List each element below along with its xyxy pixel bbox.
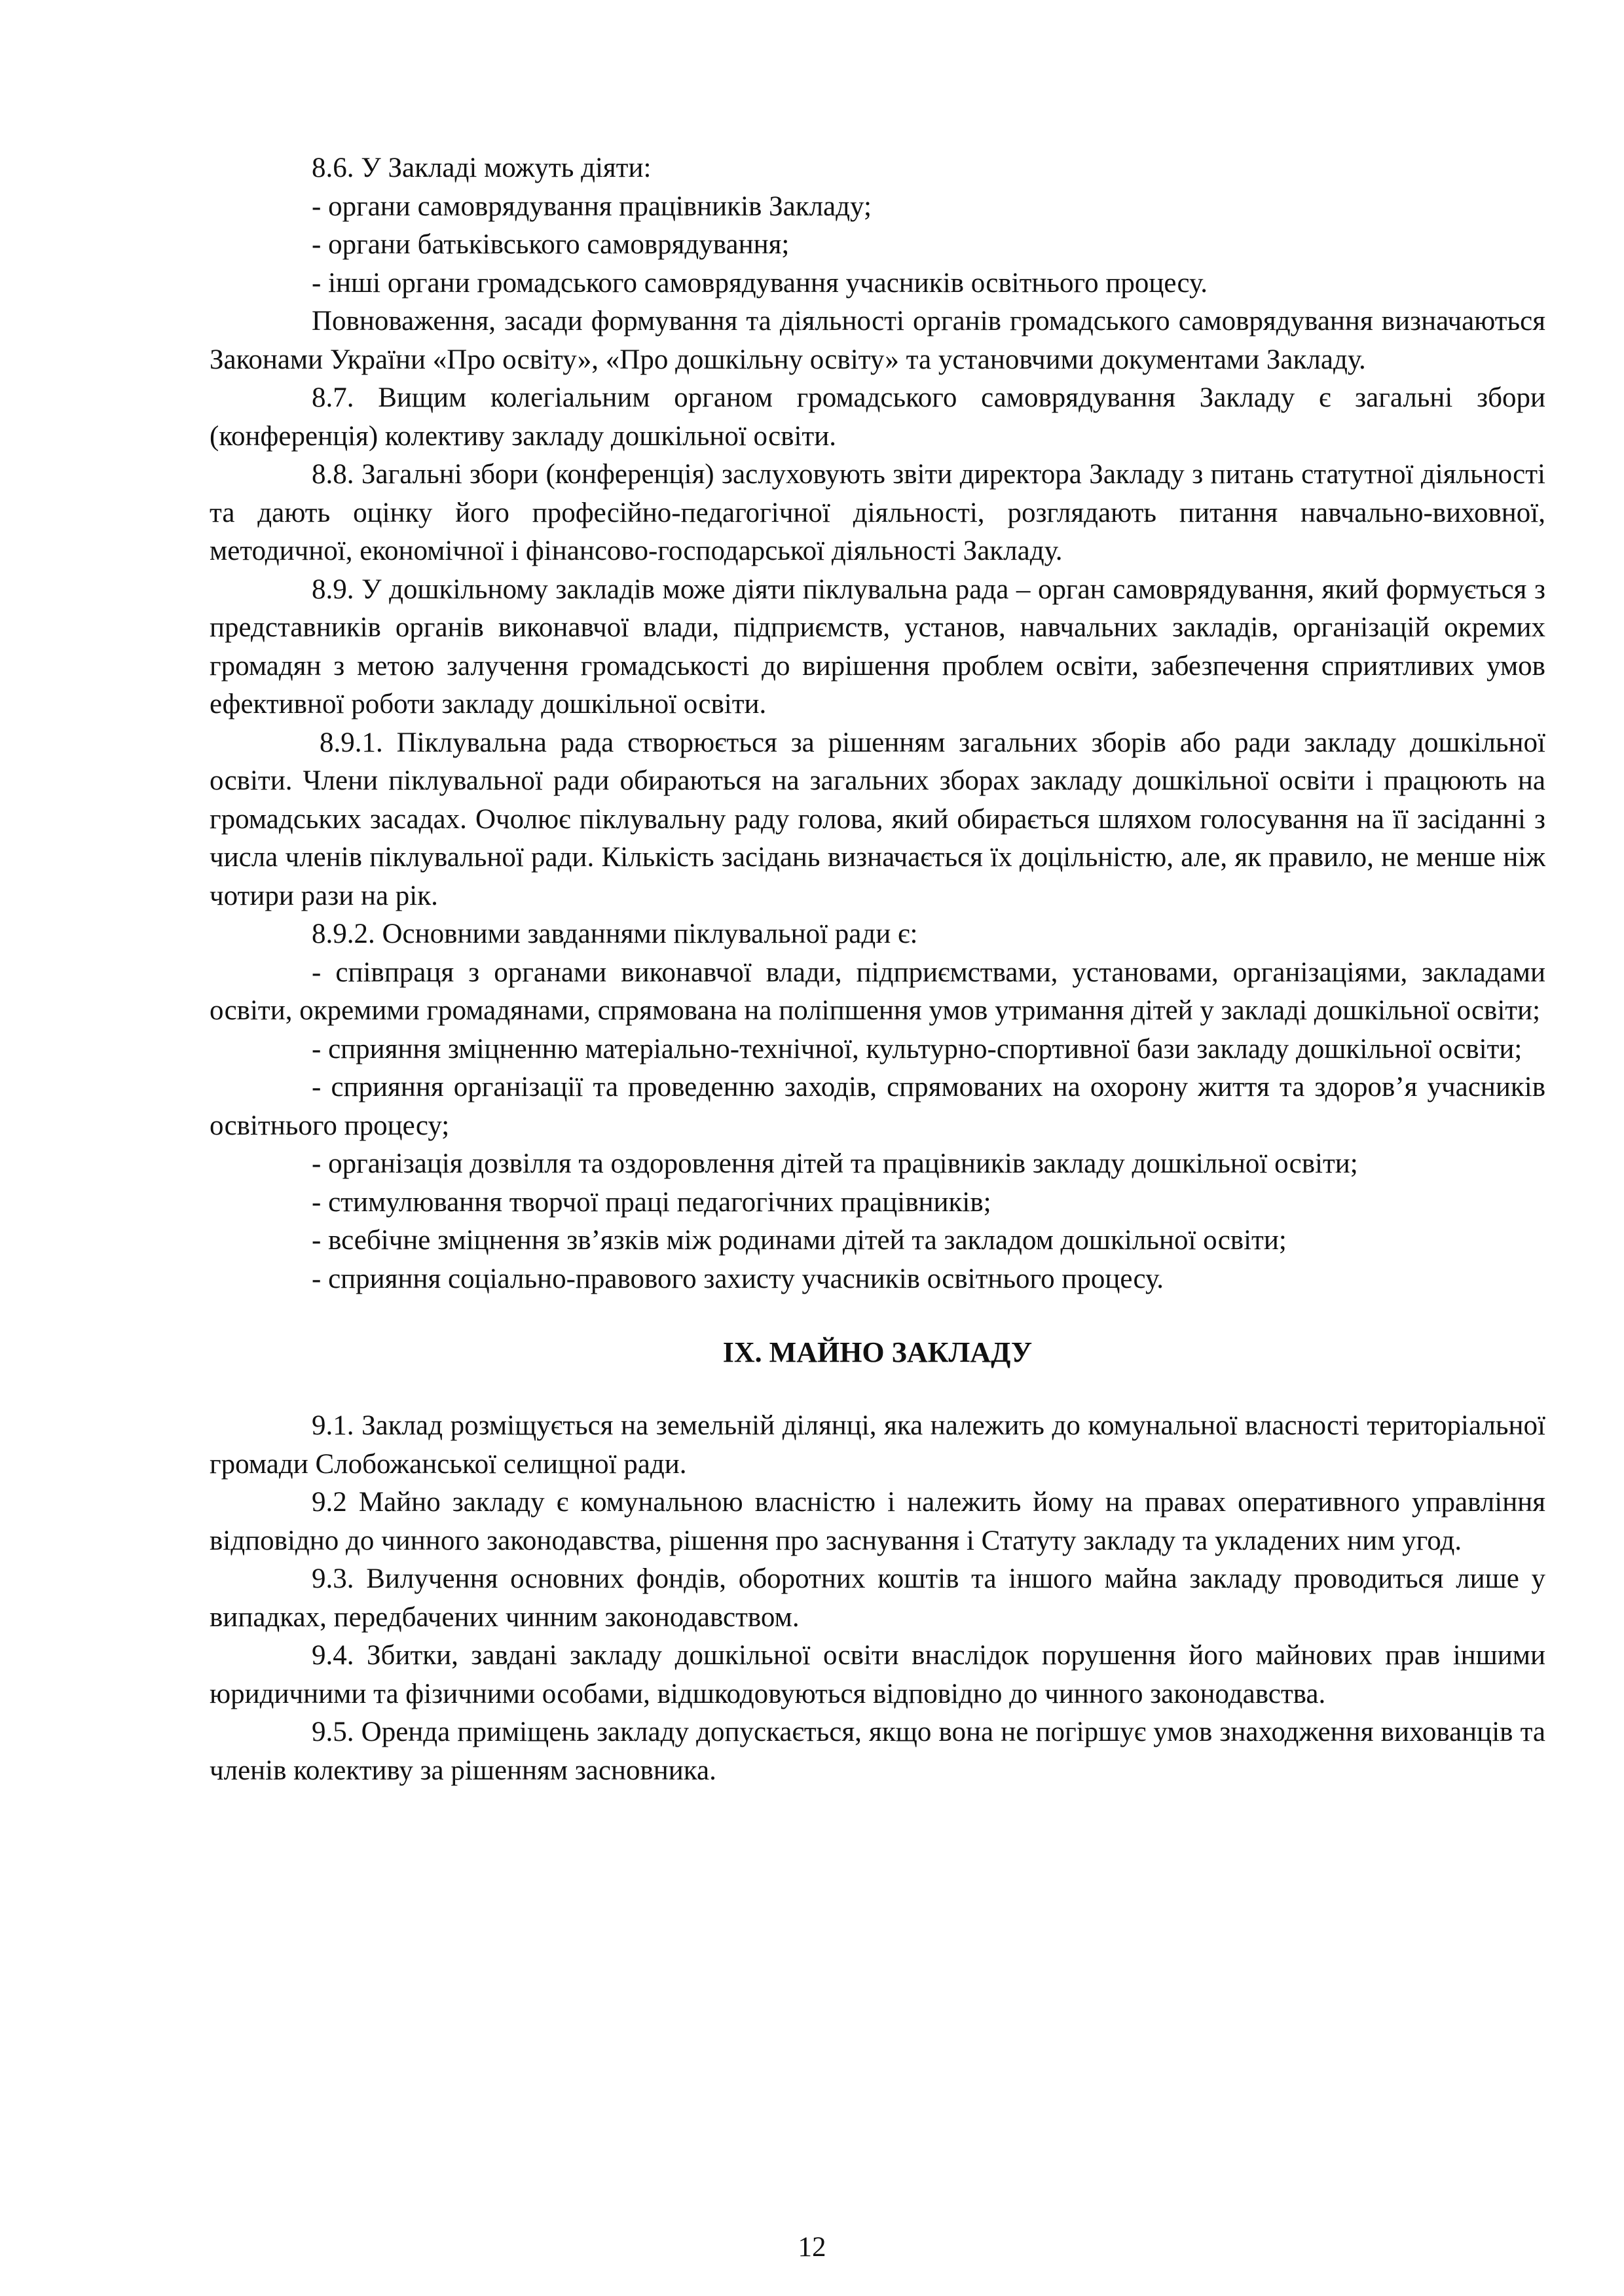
- page-number: 12: [798, 2232, 826, 2263]
- paragraph-8-7: 8.7. Вищим колегіальним органом громадського самоврядування Закладу є загальні збори (конференція) колективу закладу дошкільної освіти.: [210, 382, 1545, 452]
- paragraph-9-4: 9.4. Збитки, завдані закладу дошкільної освіти внаслідок порушення його майнових прав іншими юридичними та фізичними особами, відшкодовуються відповідно до чинного законодавства.: [210, 1640, 1545, 1709]
- document-page: [210, 149, 1545, 1790]
- paragraph-8-8: 8.8. Загальні збори (конференція) заслуховують звіти директора Закладу з питань статутної діяльності та дають оцінку його професійно-педагогічної діяльності, розглядають питання навчально-виховної, методичної, економічної і фінансово-господарської діяльності Закладу.: [210, 459, 1545, 566]
- paragraph-8-9: 8.9. У дошкільному закладів може діяти піклувальна рада – орган самоврядування, який формується з представників органів виконавчої влади, підприємств, установ, навчальних закладів, організацій окремих громадян з метою залучення громадськості до вирішення проблем освіти, забезпечення сприятливих умов ефективної роботи закладу дошкільної освіти.: [210, 574, 1545, 720]
- paragraph-9-5: 9.5. Оренда приміщень закладу допускається, якщо вона не погіршує умов знаходження вихованців та членів колективу за рішенням засновника.: [210, 1717, 1545, 1786]
- list-item: - органи батьківського самоврядування;: [312, 229, 790, 260]
- list-item: - всебічне зміцнення зв’язків між родинами дітей та закладом дошкільної освіти;: [312, 1225, 1287, 1256]
- list-item: - органи самоврядування працівників Закладу;: [312, 191, 872, 222]
- paragraph-9-2: 9.2 Майно закладу є комунальною власністю і належить йому на правах оперативного управління відповідно до чинного законодавства, рішення про заснування і Статуту закладу та укладених ним угод.: [210, 1487, 1545, 1556]
- paragraph-8-6-powers: Повноваження, засади формування та діяльності органів громадського самоврядування визначаються Законами України «Про освіту», «Про дошкільну освіту» та установчими документами Закладу.: [210, 306, 1545, 375]
- list-item: - сприяння організації та проведенню заходів, спрямованих на охорону життя та здоров’я учасників освітнього процесу;: [210, 1072, 1545, 1141]
- list-item: - співпраця з органами виконавчої влади, підприємствами, установами, організаціями, закладами освіти, окремими громадянами, спрямована на поліпшення умов утримання дітей у закладі дошкільної освіти;: [210, 957, 1545, 1026]
- paragraph-8-9-1: 8.9.1. Піклувальна рада створюється за рішенням загальних зборів або ради закладу дошкільної освіти. Члени піклувальної ради обираються на загальних зборах закладу дошкільної освіти і працюють на громадських засадах. Очолює піклувальну раду голова, який обирається шляхом голосування на її засіданні з числа членів піклувальної ради. Кількість засідань визначається їх доцільністю, але, як правило, не менше ніж чотири рази на рік.: [210, 727, 1545, 911]
- section-heading: IX. МАЙНО ЗАКЛАДУ: [722, 1336, 1033, 1368]
- list-item: - організація дозвілля та оздоровлення дітей та працівників закладу дошкільної освіти;: [312, 1148, 1358, 1179]
- list-item: - стимулювання творчої праці педагогічних працівників;: [312, 1186, 991, 1218]
- paragraph-8-9-2: 8.9.2. Основними завданнями піклувальної ради є:: [312, 919, 918, 949]
- list-item: - інші органи громадського самоврядування учасників освітнього процесу.: [312, 267, 1208, 299]
- paragraph-9-1: 9.1. Заклад розміщується на земельній ділянці, яка належить до комунальної власності територіальної громади Слобожанської селищної ради.: [210, 1410, 1545, 1480]
- list-item: - сприяння зміцненню матеріально-технічної, культурно-спортивної бази закладу дошкільної освіти;: [312, 1033, 1522, 1065]
- paragraph-9-3: 9.3. Вилучення основних фондів, оборотних коштів та іншого майна закладу проводиться лише у випадках, передбачених чинним законодавством.: [210, 1563, 1545, 1633]
- list-item: - сприяння соціально-правового захисту учасників освітнього процесу.: [312, 1263, 1164, 1294]
- paragraph-8-6: 8.6. У Закладі можуть діяти:: [312, 153, 652, 183]
